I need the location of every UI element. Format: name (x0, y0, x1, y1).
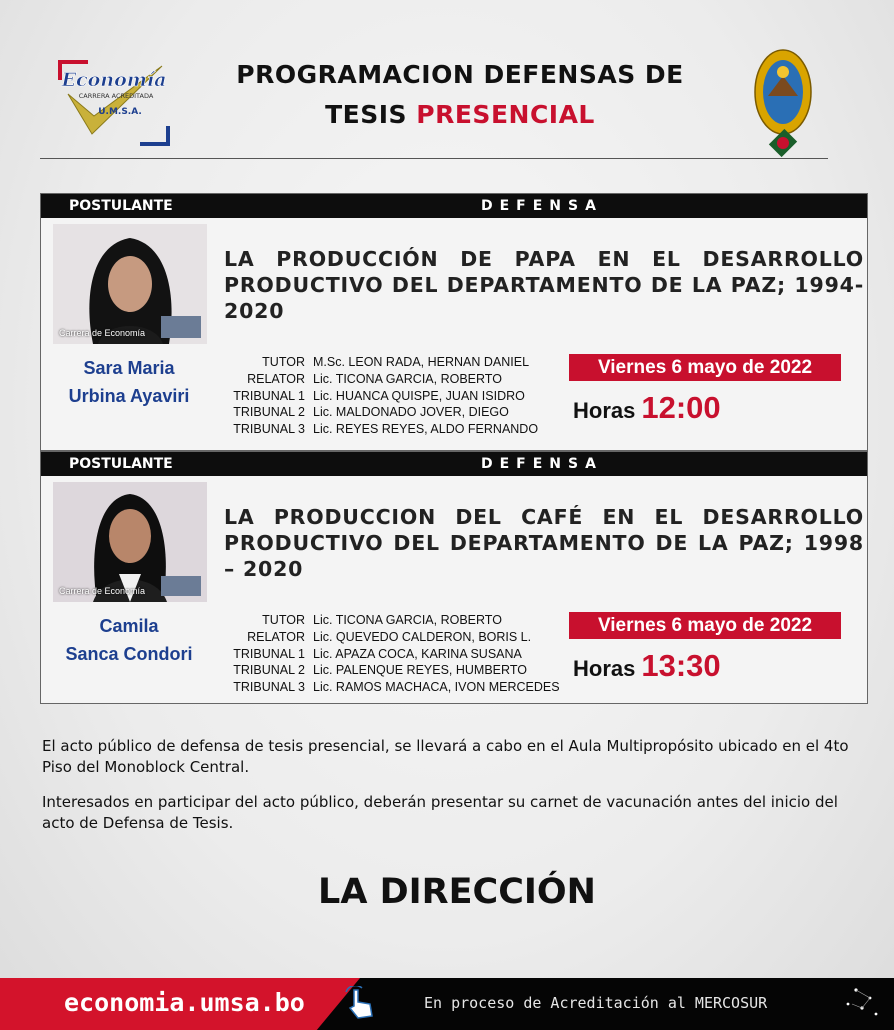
jury-role: TRIBUNAL 1 (233, 388, 305, 403)
jury-list (211, 354, 538, 438)
jury-row (211, 388, 538, 405)
header-divider (40, 158, 828, 159)
jury-member: Lic. APAZA COCA, KARINA SUSANA (313, 646, 522, 661)
defensa-label: DEFENSA (481, 198, 603, 214)
header (0, 0, 894, 160)
defense-time (573, 390, 721, 426)
svg-text:Economía: Economía (61, 69, 167, 91)
jury-member: Lic. MALDONADO JOVER, DIEGO (313, 405, 509, 420)
jury-role: TUTOR (262, 355, 305, 369)
portrait-icon (53, 224, 207, 344)
defense-card-2 (40, 451, 868, 704)
card-header-bar (41, 452, 867, 476)
jury-row (211, 404, 538, 421)
jury-role: TRIBUNAL 3 (233, 680, 305, 695)
hours-value: 13:30 (641, 648, 721, 683)
umsa-seal-icon (752, 48, 814, 160)
postulante-label: POSTULANTE (69, 456, 173, 472)
defense-date: Viernes 6 mayo de 2022 (569, 354, 841, 381)
hours-value: 12:00 (641, 390, 721, 425)
jury-row (211, 354, 538, 371)
jury-role: TRIBUNAL 1 (233, 646, 305, 661)
candidate-last-name: Urbina Ayaviri (68, 386, 190, 406)
jury-member: Lic. PALENQUE REYES, HUMBERTO (313, 663, 527, 678)
jury-role: TRIBUNAL 3 (233, 422, 305, 437)
candidate-first-name: Sara Maria (83, 358, 175, 378)
page-title-line2 (180, 100, 740, 129)
jury-row (211, 612, 560, 629)
signature: LA DIRECCIÓN (318, 872, 596, 912)
defense-card-1 (40, 193, 868, 451)
jury-role: TUTOR (262, 613, 305, 627)
jury-row (211, 646, 560, 663)
jury-member: Lic. REYES REYES, ALDO FERNANDO (313, 422, 539, 437)
jury-row (211, 679, 560, 696)
jury-member: Lic. TICONA GARCIA, ROBERTO (313, 613, 502, 627)
jury-member: Lic. RAMOS MACHACA, IVON MERCEDES (313, 680, 560, 695)
jury-member: Lic. QUEVEDO CALDERON, BORIS L. (313, 629, 532, 644)
hours-label: Horas (573, 656, 636, 681)
jury-member: Lic. TICONA GARCIA, ROBERTO (313, 371, 502, 386)
thesis-title: LA PRODUCCIÓN DE PAPA EN EL DESARROLLO PRODUCTIVO DEL DEPARTAMENTO DE LA PAZ; 1994-2020 (224, 247, 864, 323)
jury-row (211, 629, 560, 646)
jury-member: M.Sc. LEON RADA, HERNAN DANIEL (313, 355, 530, 369)
candidate-name (41, 354, 217, 410)
candidate-photo (53, 482, 207, 602)
stars-icon (836, 984, 886, 1024)
defense-time (573, 648, 721, 684)
title-word-tesis: TESIS (325, 100, 408, 129)
jury-row (211, 371, 538, 388)
svg-text:CARRERA ACREDITADA: CARRERA ACREDITADA (78, 92, 154, 100)
jury-role: RELATOR (247, 371, 305, 386)
hours-label: Horas (573, 398, 636, 423)
defensa-label: DEFENSA (481, 456, 603, 472)
candidate-first-name: Camila (99, 616, 159, 636)
accreditation-text: En proceso de Acreditación al MERCOSUR (424, 994, 768, 1012)
card-header-bar (41, 194, 867, 218)
venue-note: El acto público de defensa de tesis presencial, se llevará a cabo en el Aula Multipropósito ubicado en el 4to Piso del Monoblock Central. (42, 737, 849, 776)
vaccination-note: Interesados en participar del acto público, deberán presentar su carnet de vacunación antes del inicio del acto de Defensa de Tesis. (42, 793, 838, 832)
pointer-hand-icon (342, 986, 378, 1022)
defense-date: Viernes 6 mayo de 2022 (569, 612, 841, 639)
page-title-line1: PROGRAMACION DEFENSAS DE (236, 60, 684, 89)
jury-role: RELATOR (247, 629, 305, 644)
jury-role: TRIBUNAL 2 (233, 405, 305, 420)
thesis-title: LA PRODUCCION DEL CAFÉ EN EL DESARROLLO PRODUCTIVO DEL DEPARTAMENTO DE LA PAZ; 1998 – 2020 (224, 505, 864, 581)
jury-member: Lic. HUANCA QUISPE, JUAN ISIDRO (313, 388, 525, 403)
footer (0, 978, 894, 1030)
photo-caption: Carrera de Economía (59, 586, 146, 596)
jury-row (211, 662, 560, 679)
candidate-photo (53, 224, 207, 344)
jury-role: TRIBUNAL 2 (233, 663, 305, 678)
portrait-icon (53, 482, 207, 602)
postulante-label: POSTULANTE (69, 198, 173, 214)
website-link[interactable]: economia.umsa.bo (64, 988, 305, 1017)
photo-caption: Carrera de Economía (59, 328, 146, 338)
candidate-name (41, 612, 217, 668)
economia-logo (58, 60, 170, 146)
candidate-last-name: Sanca Condori (65, 644, 193, 664)
title-word-presencial: PRESENCIAL (416, 100, 595, 129)
svg-text:U.M.S.A.: U.M.S.A. (98, 107, 142, 117)
jury-list (211, 612, 560, 696)
jury-row (211, 421, 538, 438)
